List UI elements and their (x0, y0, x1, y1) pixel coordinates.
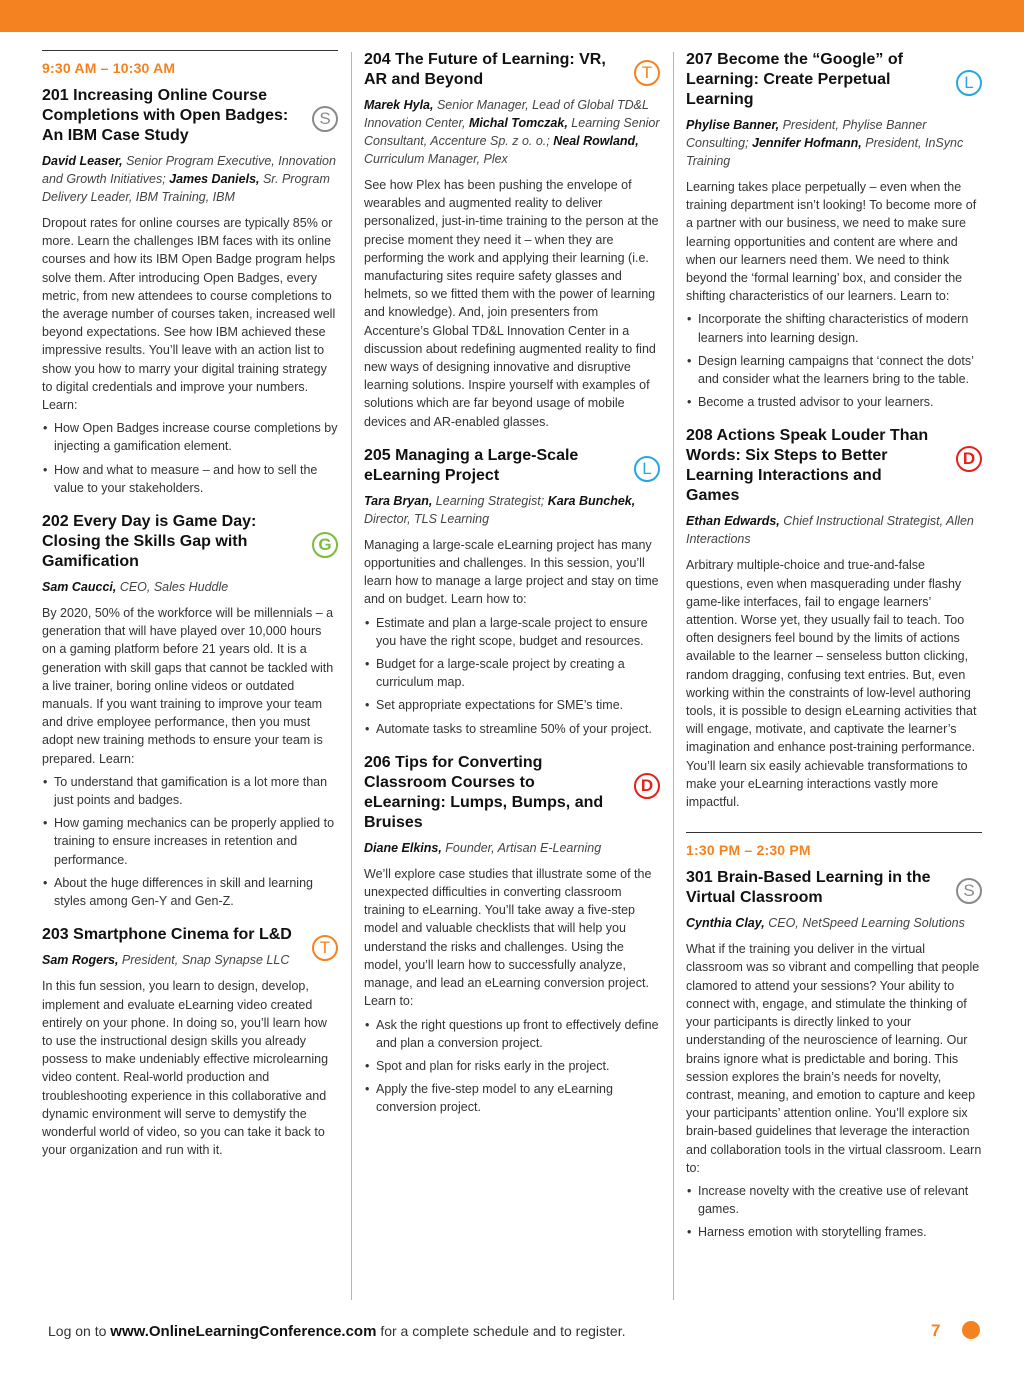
session-block (42, 925, 338, 1159)
list-item: • Automate tasks to streamline 50% of your project. (364, 720, 660, 738)
list-item: • Become a trusted advisor to your learners. (686, 393, 982, 411)
speaker-role: Senior Program Executive, Innovation and Growth Initiatives; (42, 154, 336, 186)
speaker-role: President, Snap Synapse LLC (118, 953, 290, 968)
speaker-role: Senior Manager, Lead of Global TD&L Innovation Center, (364, 98, 649, 130)
session-speakers (364, 839, 660, 857)
session-description: In this fun session, you learn to design, develop, implement and evaluate eLearning video created entirely on your phone. In doing so, you’ll learn how to use the instructional design skills you already possess to make undeniably effective microlearning video content. Real-world production and troubleshooting experience in this collaborative and dynamic environment will serve to demystify the wonderful world of video, so you can take it back to your organization and run with it. (42, 979, 329, 1158)
column-2 (364, 50, 660, 1300)
speaker-name: Kara Bunchek, (547, 493, 636, 508)
list-item: • Ask the right questions up front to effectively define and plan a conversion project. (364, 1016, 660, 1052)
speaker-name: Neal Rowland, (553, 134, 639, 148)
column-divider (351, 52, 352, 1300)
track-badge-icon: S (956, 878, 982, 904)
session-description: Arbitrary multiple-choice and true-and-false questions, even when masquerading under flashy game-like interfaces, fail to engage learners’ attention. Worse yet, they usually fail to teach. Too often designers feel bound by the limits of actions available to the learner – senseless button clicking, random dragging, confusing text entries. But, even working within the constraints of low-level authoring tools, it is possible to design eLearning activities that will engage, motivate, and captivate the learner’s imagination and enhance post-training performance. You’ll learn six easily achievable transformations to make your eLearning interactions vastly more impactful. (686, 558, 977, 810)
speaker-role: CEO, NetSpeed Learning Solutions (764, 916, 965, 931)
footer-url-link[interactable]: www.OnlineLearningConference.com (110, 1323, 377, 1340)
list-item: • How Open Badges increase course completions by injecting a gamification element. (42, 419, 338, 455)
speaker-role: Chief Instructional Strategist, Allen Interactions (686, 514, 974, 547)
list-item: • Set appropriate expectations for SME’s time. (364, 696, 660, 714)
speaker-name: David Leaser, (42, 154, 123, 168)
list-item: • Budget for a large-scale project by creating a curriculum map. (364, 655, 660, 691)
session-block (42, 512, 338, 910)
track-badge-icon: S (312, 106, 338, 132)
session-title: 201 Increasing Online Course Completions with Open Badges: An IBM Case Study (42, 87, 289, 144)
learning-outcomes-list (686, 1182, 982, 1242)
session-title: 206 Tips for Converting Classroom Courses to eLearning: Lumps, Bumps, and Bruises (364, 753, 604, 831)
list-item: • Design learning campaigns that ‘connect the dots’ and consider what the learners bring to the table. (686, 352, 982, 388)
session-block (364, 446, 660, 738)
footer-prefix: Log on to (48, 1323, 111, 1339)
speaker-role: Sr. Program Delivery Leader, IBM Training, IBM (42, 172, 330, 204)
track-badge-icon: D (956, 446, 982, 472)
session-block (42, 86, 338, 497)
session-block (364, 753, 660, 1117)
session-speakers (364, 492, 660, 528)
session-title: 204 The Future of Learning: VR, AR and Beyond (364, 51, 606, 88)
speaker-name: Marek Hyla, (364, 98, 434, 112)
list-item: • About the huge differences in skill and learning styles among Gen-Y and Gen-Z. (42, 874, 338, 910)
column-divider (673, 52, 674, 1300)
speaker-name: Jennifer Hofmann, (752, 136, 862, 150)
speaker-role: President, InSync Training (686, 136, 964, 168)
session-title: 202 Every Day is Game Day: Closing the Skills Gap with Gamification (42, 513, 257, 571)
session-block (686, 426, 982, 811)
speaker-name: Cynthia Clay, (686, 916, 765, 931)
footer (48, 1323, 625, 1340)
session-description: Learning takes place perpetually – even when the training department isn’t looking! To become more of a partner with our business, we need to make sure learning opportunities and content are where and when our learners need them. We need to think beyond the ‘formal learning’ box, and consider the shifting characteristics of our learners. Learn to: (686, 180, 977, 304)
learning-outcomes-list (686, 310, 982, 411)
page-dot-icon (962, 1321, 980, 1339)
list-item: • To understand that gamification is a lot more than just points and badges. (42, 773, 338, 809)
list-item: • Harness emotion with storytelling frames. (686, 1223, 982, 1241)
list-item: • Incorporate the shifting characteristics of modern learners into learning design. (686, 310, 982, 346)
speaker-name: Phylise Banner, (686, 118, 780, 132)
session-description: We’ll explore case studies that illustrate some of the unexpected difficulties in converting classroom training to eLearning. You’ll take away a five-step model and valuable checklists that will help you understand the risks and challenges. Using the model, you’ll learn how to successfully analyze, manage, and lead an eLearning conversion project. Learn to: (364, 866, 652, 1009)
speaker-role: Learning Strategist; (432, 493, 548, 508)
session-description: By 2020, 50% of the workforce will be millennials – a generation that will have played over 10,000 hours on a gaming platform before 21 years old. It is a generation with skill gaps that cannot be tackled with a live trainer, boring online videos or outdated manuals. If you want training to improve your team and drive employee performance, then you must adopt new training methods to ensure your team is prepared. Learn: (42, 606, 334, 766)
session-block (686, 868, 982, 1241)
session-title: 301 Brain-Based Learning in the Virtual Classroom (686, 869, 931, 907)
column-3 (686, 50, 982, 1300)
learning-outcomes-list (364, 1016, 660, 1117)
track-badge-icon: T (634, 60, 660, 86)
speaker-role: Director, TLS Learning (364, 511, 490, 526)
speaker-role: President, Phylise Banner Consulting; (686, 118, 927, 150)
speaker-name: Tara Bryan, (364, 493, 433, 508)
list-item: • Apply the five-step model to any eLearning conversion project. (364, 1080, 660, 1116)
page-number: 7 (931, 1321, 941, 1340)
session-title: 205 Managing a Large-Scale eLearning Project (364, 446, 579, 484)
speaker-name: James Daniels, (169, 172, 260, 186)
list-item: • How and what to measure – and how to sell the value to your stakeholders. (42, 461, 338, 497)
speaker-name: Michal Tomczak, (468, 116, 568, 130)
list-item: • Estimate and plan a large-scale project to ensure you have the right scope, budget and resources. (364, 614, 660, 650)
session-block (364, 50, 660, 431)
track-badge-icon: L (956, 70, 982, 96)
session-speakers (686, 512, 982, 548)
speaker-role: Learning Senior Consultant, Accenture Sp. z o. o.; (364, 116, 660, 148)
session-speakers (42, 578, 338, 596)
session-speakers (686, 116, 982, 170)
list-item: • How gaming mechanics can be properly applied to training to ensure increases in retention and performance. (42, 814, 338, 869)
speaker-role: Founder, Artisan E-Learning (441, 840, 602, 855)
session-block (686, 50, 982, 411)
track-badge-icon: D (634, 773, 660, 799)
session-speakers (686, 914, 982, 932)
session-title: 203 Smartphone Cinema for L&D (42, 926, 292, 944)
learning-outcomes-list (364, 614, 660, 738)
track-badge-icon: G (312, 532, 338, 558)
top-accent-bar (0, 0, 1024, 32)
session-title: 207 Become the “Google” of Learning: Create Perpetual Learning (686, 51, 903, 108)
footer-suffix: for a complete schedule and to register. (376, 1323, 626, 1339)
speaker-name: Diane Elkins, (364, 840, 442, 855)
session-speakers (364, 96, 660, 168)
speaker-name: Ethan Edwards, (686, 514, 780, 529)
track-badge-icon: T (312, 935, 338, 961)
column-1 (42, 50, 338, 1300)
session-title: 208 Actions Speak Louder Than Words: Six Steps to Better Learning Interactions and Games (686, 427, 929, 505)
session-description: See how Plex has been pushing the envelope of wearables and augmented reality to deliver personalized, just-in-time training to the person at the precise moment they need it – when they are performing the work and applying their learning (i.e. manufacturing sites require safety glasses and helmets, so we fitted them with the power of learning and knowledge). And, join presenters from Accenture’s Global TD&L Innovation Center in a discussion about redefining augmented reality to find new ways of designing innovative and disruptive learning solutions. Inspire yourself with examples of solutions which are far beyond usage of mobile devices and AR-enabled glasses. (364, 178, 659, 429)
speaker-role: CEO, Sales Huddle (116, 580, 229, 595)
list-item: • Spot and plan for risks early in the project. (364, 1057, 660, 1075)
session-speakers (42, 152, 338, 206)
speaker-role: Curriculum Manager, Plex (364, 152, 508, 166)
session-description: What if the training you deliver in the virtual classroom was so vibrant and compelling that people clamored to attend your sessions? Your ability to connect with, engage, and stimulate the thinking of your participants is directly linked to your understanding of the neuroscience of learning. Our brains ignore what is predictable and boring. This session explores the brain’s needs for novelty, contrast, meaning, and emotion to capture and keep your participants’ attention online. You’ll explore six brain-based guidelines that leverage the interaction and collaboration tools in the virtual classroom. Learn to: (686, 942, 982, 1175)
speaker-name: Sam Rogers, (42, 953, 119, 968)
session-description: Managing a large-scale eLearning project has many opportunities and challenges. In this session, you’ll learn how to manage a large project and stay on time and on budget. Learn how to: (364, 537, 659, 607)
list-item: • Increase novelty with the creative use of relevant games. (686, 1182, 982, 1218)
track-badge-icon: L (634, 456, 660, 482)
speaker-name: Sam Caucci, (42, 580, 117, 595)
session-description: Dropout rates for online courses are typically 85% or more. Learn the challenges IBM faces with its online courses and how its IBM Open Badge program helps solve them. After introducing Open Badges, every metric, from new attendees to course completions to the average number of courses taken, increased well beyond expectations. See how IBM achieved these impressive results. You’ll leave with an action list to show you how to marry your digital training strategy to digital credentials and improve your numbers. Learn: (42, 216, 336, 413)
time-slot-header: 1:30 PM – 2:30 PM (686, 832, 982, 858)
time-slot-header: 9:30 AM – 10:30 AM (42, 50, 338, 76)
learning-outcomes-list (42, 773, 338, 910)
learning-outcomes-list (42, 419, 338, 497)
session-speakers (42, 951, 338, 969)
